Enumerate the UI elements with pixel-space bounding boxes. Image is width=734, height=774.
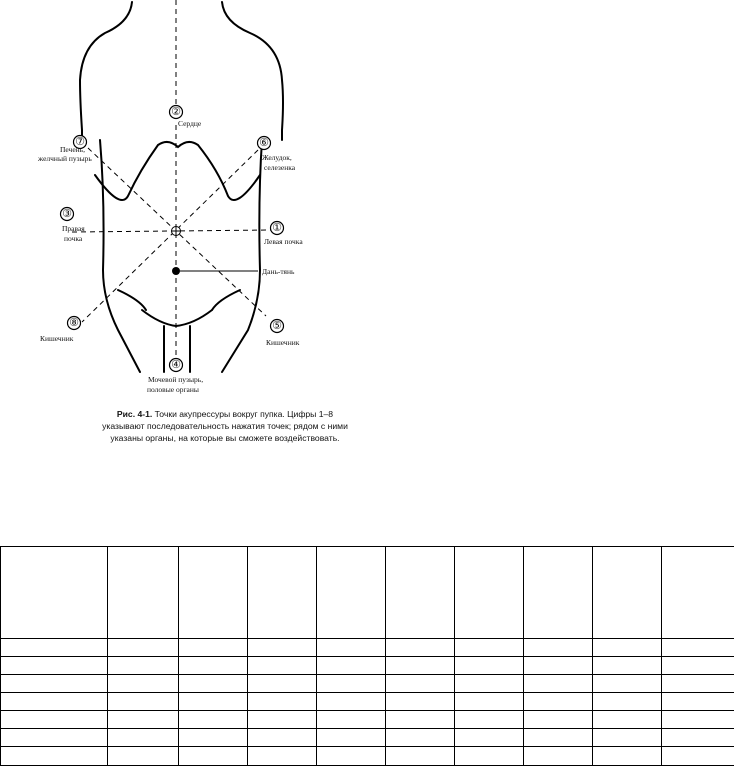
point-6-label-line2: селезенка xyxy=(264,163,296,172)
point-7-number: ⑦ xyxy=(75,136,85,148)
table-cell xyxy=(524,547,593,639)
table-row xyxy=(1,693,734,711)
table-row xyxy=(1,747,734,766)
table-cell xyxy=(593,729,662,747)
table-cell xyxy=(593,747,662,766)
table-cell xyxy=(1,657,108,675)
point-4-number: ④ xyxy=(171,359,181,371)
table-header-row xyxy=(1,547,734,639)
figure-caption xyxy=(100,408,350,444)
point-5-number: ⑤ xyxy=(272,320,282,332)
point-markers xyxy=(61,106,284,372)
table-cell xyxy=(179,639,248,657)
table-cell xyxy=(662,547,734,639)
table-cell xyxy=(524,657,593,675)
point-3-number: ③ xyxy=(62,208,72,220)
table-cell xyxy=(317,693,386,711)
table-cell xyxy=(179,693,248,711)
table-cell xyxy=(524,729,593,747)
table-cell xyxy=(455,693,524,711)
table-cell xyxy=(179,711,248,729)
table-cell xyxy=(662,657,734,675)
table-cell xyxy=(108,711,179,729)
table-cell xyxy=(248,657,317,675)
point-5-label: Кишечник xyxy=(266,338,300,347)
table-cell xyxy=(179,675,248,693)
table-cell xyxy=(455,729,524,747)
table-cell xyxy=(108,639,179,657)
table-cell xyxy=(386,693,455,711)
point-2-label: Сердце xyxy=(178,119,202,128)
point-4-label-line2: половые органы xyxy=(147,385,199,394)
table-cell xyxy=(248,693,317,711)
table-cell xyxy=(317,729,386,747)
table-cell xyxy=(248,675,317,693)
table-cell xyxy=(386,639,455,657)
table-cell xyxy=(317,675,386,693)
table-cell xyxy=(662,693,734,711)
table-cell xyxy=(593,639,662,657)
table-cell xyxy=(662,747,734,766)
table-cell xyxy=(386,657,455,675)
table-cell xyxy=(524,675,593,693)
table-cell xyxy=(317,657,386,675)
dan-tian-label: Дань-тянь xyxy=(262,267,295,276)
table-cell xyxy=(1,711,108,729)
table-cell xyxy=(248,711,317,729)
table-cell xyxy=(248,729,317,747)
table-cell xyxy=(593,675,662,693)
table-cell xyxy=(108,729,179,747)
empty-table xyxy=(0,546,734,766)
table-cell xyxy=(386,711,455,729)
table-cell xyxy=(108,675,179,693)
table-cell xyxy=(108,693,179,711)
table-cell xyxy=(593,711,662,729)
table-row xyxy=(1,657,734,675)
torso-outline xyxy=(80,2,283,372)
table-cell xyxy=(1,547,108,639)
point-7-label-line2: желчный пузырь xyxy=(38,154,92,163)
table-cell xyxy=(179,747,248,766)
table-cell xyxy=(455,747,524,766)
table-row xyxy=(1,639,734,657)
table-cell xyxy=(593,657,662,675)
table-cell xyxy=(455,547,524,639)
table-cell xyxy=(662,729,734,747)
table-cell xyxy=(317,711,386,729)
point-8-label: Кишечник xyxy=(40,334,74,343)
table-row xyxy=(1,711,734,729)
table-cell xyxy=(455,639,524,657)
table-cell xyxy=(524,693,593,711)
table-cell xyxy=(662,675,734,693)
point-6-number: ⑥ xyxy=(259,137,269,149)
table-cell xyxy=(386,675,455,693)
table-cell xyxy=(386,547,455,639)
point-2-number: ② xyxy=(171,106,181,118)
table-cell xyxy=(1,729,108,747)
table-cell xyxy=(1,639,108,657)
table-cell xyxy=(662,639,734,657)
point-1-number: ① xyxy=(272,222,282,234)
point-3-label-line2: почка xyxy=(64,234,83,243)
table-cell xyxy=(248,747,317,766)
table-cell xyxy=(108,657,179,675)
acupressure-figure xyxy=(0,0,420,470)
table-cell xyxy=(179,547,248,639)
table-cell xyxy=(179,729,248,747)
table-row xyxy=(1,729,734,747)
table-cell xyxy=(317,547,386,639)
table-cell xyxy=(524,711,593,729)
point-7-label-line1: Печень, xyxy=(60,145,85,154)
table-cell xyxy=(455,675,524,693)
table-cell xyxy=(455,711,524,729)
navel-marker xyxy=(172,227,181,236)
table-cell xyxy=(1,675,108,693)
table-cell xyxy=(1,747,108,766)
table-cell xyxy=(593,547,662,639)
table-cell xyxy=(108,747,179,766)
point-8-number: ⑧ xyxy=(69,317,79,329)
table-cell xyxy=(179,657,248,675)
caption-text: Точки акупрессуры вокруг пупка. Цифры 1–8 указывают последовательность нажатия точек; рядом с ними указаны органы, на которые вы сможете воздействовать. xyxy=(102,409,348,443)
point-4-label-line1: Мочевой пузырь, xyxy=(148,375,204,384)
table-cell xyxy=(524,747,593,766)
table-cell xyxy=(593,693,662,711)
table-cell xyxy=(1,693,108,711)
table-cell xyxy=(455,657,524,675)
table-cell xyxy=(248,547,317,639)
table-row xyxy=(1,675,734,693)
point-6-label-line1: Желудок, xyxy=(262,153,292,162)
table-cell xyxy=(386,747,455,766)
dan-tian-point xyxy=(172,267,180,275)
torso-diagram xyxy=(0,0,420,470)
point-3-label-line1: Правая xyxy=(62,224,85,233)
table-cell xyxy=(317,747,386,766)
table-cell xyxy=(386,729,455,747)
table-cell xyxy=(662,711,734,729)
table-cell xyxy=(248,639,317,657)
caption-prefix: Рис. 4-1. xyxy=(116,409,153,419)
table-cell xyxy=(317,639,386,657)
table-cell xyxy=(524,639,593,657)
point-1-label: Левая почка xyxy=(264,237,303,246)
table-cell xyxy=(108,547,179,639)
